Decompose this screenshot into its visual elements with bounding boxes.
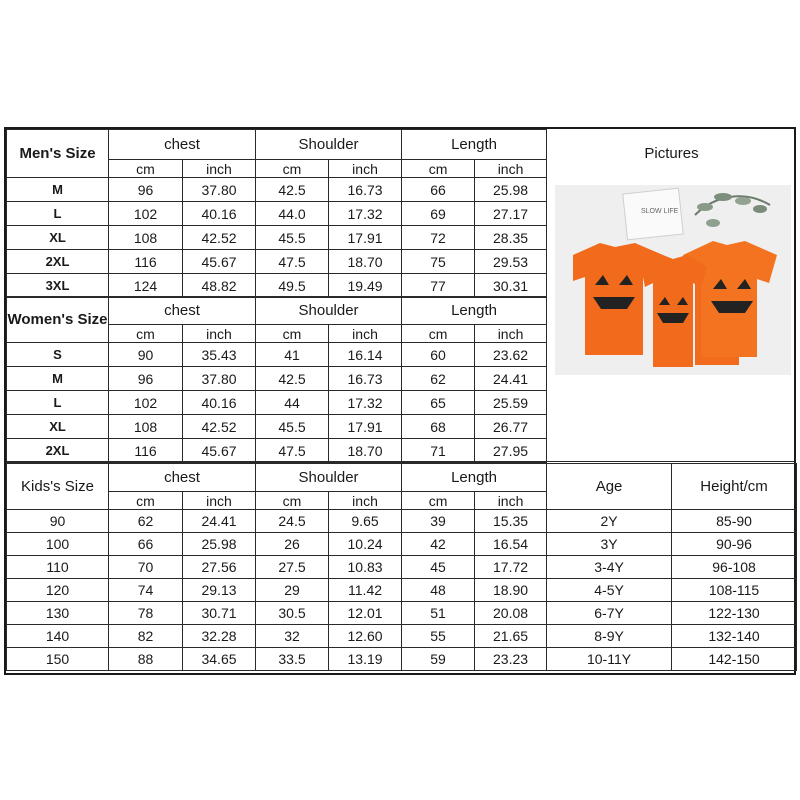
value-cell: 24.41 [475,367,547,391]
value-cell: 42.52 [183,415,256,439]
value-cell: 48 [402,579,475,602]
value-cell: 49.5 [256,274,329,298]
value-cell: 39 [402,510,475,533]
value-cell: 27.56 [183,556,256,579]
value-cell: 16.54 [475,533,547,556]
value-cell: 42.52 [183,226,256,250]
inch-header: inch [475,492,547,510]
value-cell: 23.23 [475,648,547,671]
value-cell: 45 [402,556,475,579]
size-chart [4,127,796,675]
chest-header: chest [109,464,256,492]
value-cell: 3-4Y [547,556,672,579]
value-cell: 37.80 [183,367,256,391]
value-cell: 3Y [547,533,672,556]
shoulder-header: Shoulder [256,130,402,160]
value-cell: 21.65 [475,625,547,648]
value-cell: 45.5 [256,226,329,250]
value-cell: 41 [256,343,329,367]
value-cell: 71 [402,439,475,463]
size-cell: 3XL [7,274,109,298]
value-cell: 65 [402,391,475,415]
size-cell: 150 [7,648,109,671]
value-cell: 75 [402,250,475,274]
section-divider [6,461,794,462]
value-cell: 85-90 [672,510,797,533]
value-cell: 30.31 [475,274,547,298]
value-cell: 12.01 [329,602,402,625]
size-cell: 120 [7,579,109,602]
value-cell: 44.0 [256,202,329,226]
value-cell: 29 [256,579,329,602]
value-cell: 66 [402,178,475,202]
value-cell: 108 [109,226,183,250]
inch-header: inch [475,325,547,343]
value-cell: 62 [109,510,183,533]
value-cell: 13.19 [329,648,402,671]
size-cell: 130 [7,602,109,625]
value-cell: 28.35 [475,226,547,250]
value-cell: 18.70 [329,439,402,463]
cm-header: cm [402,160,475,178]
value-cell: 59 [402,648,475,671]
size-cell: 2XL [7,439,109,463]
size-cell: L [7,202,109,226]
table-row [7,556,797,579]
cm-header: cm [402,325,475,343]
value-cell: 68 [402,415,475,439]
value-cell: 70 [109,556,183,579]
value-cell: 122-130 [672,602,797,625]
value-cell: 2Y [547,510,672,533]
value-cell: 27.95 [475,439,547,463]
table-row [7,343,547,367]
value-cell: 96 [109,178,183,202]
value-cell: 20.08 [475,602,547,625]
value-cell: 10-11Y [547,648,672,671]
value-cell: 24.5 [256,510,329,533]
size-cell: 140 [7,625,109,648]
value-cell: 19.49 [329,274,402,298]
value-cell: 72 [402,226,475,250]
value-cell: 42.5 [256,178,329,202]
table-row [7,510,797,533]
inch-header: inch [329,160,402,178]
value-cell: 9.65 [329,510,402,533]
value-cell: 40.16 [183,391,256,415]
inch-header: inch [475,160,547,178]
table-row [7,250,547,274]
value-cell: 78 [109,602,183,625]
value-cell: 30.5 [256,602,329,625]
pictures-panel [546,129,796,461]
value-cell: 132-140 [672,625,797,648]
age-header: Age [547,464,672,510]
value-cell: 108-115 [672,579,797,602]
value-cell: 6-7Y [547,602,672,625]
value-cell: 18.90 [475,579,547,602]
table-row [7,391,547,415]
value-cell: 16.73 [329,367,402,391]
size-cell: 2XL [7,250,109,274]
length-header: Length [402,464,547,492]
height-header: Height/cm [672,464,797,510]
value-cell: 42 [402,533,475,556]
value-cell: 116 [109,250,183,274]
value-cell: 44 [256,391,329,415]
table-row [7,602,797,625]
cm-header: cm [256,492,329,510]
inch-header: inch [329,492,402,510]
value-cell: 12.60 [329,625,402,648]
value-cell: 32 [256,625,329,648]
value-cell: 90 [109,343,183,367]
value-cell: 69 [402,202,475,226]
value-cell: 17.91 [329,226,402,250]
value-cell: 11.42 [329,579,402,602]
value-cell: 29.13 [183,579,256,602]
size-cell: M [7,367,109,391]
value-cell: 4-5Y [547,579,672,602]
value-cell: 96-108 [672,556,797,579]
value-cell: 102 [109,391,183,415]
value-cell: 29.53 [475,250,547,274]
table-row [7,625,797,648]
cm-header: cm [256,160,329,178]
chest-header: chest [109,297,256,325]
table-row [7,533,797,556]
size-cell: L [7,391,109,415]
value-cell: 27.17 [475,202,547,226]
value-cell: 17.32 [329,202,402,226]
value-cell: 17.72 [475,556,547,579]
value-cell: 35.43 [183,343,256,367]
value-cell: 37.80 [183,178,256,202]
value-cell: 10.83 [329,556,402,579]
size-cell: XL [7,415,109,439]
value-cell: 15.35 [475,510,547,533]
shoulder-header: Shoulder [256,297,402,325]
value-cell: 51 [402,602,475,625]
value-cell: 42.5 [256,367,329,391]
shoulder-header: Shoulder [256,464,402,492]
value-cell: 74 [109,579,183,602]
value-cell: 116 [109,439,183,463]
cm-header: cm [109,325,183,343]
table-row [7,202,547,226]
table-row [7,178,547,202]
value-cell: 34.65 [183,648,256,671]
value-cell: 33.5 [256,648,329,671]
cm-header: cm [109,492,183,510]
table-row [7,415,547,439]
value-cell: 45.67 [183,439,256,463]
size-cell: S [7,343,109,367]
value-cell: 47.5 [256,250,329,274]
value-cell: 108 [109,415,183,439]
kids-size-label: Kids's Size [7,464,109,510]
value-cell: 25.98 [475,178,547,202]
table-row [7,274,547,298]
value-cell: 16.73 [329,178,402,202]
value-cell: 25.98 [183,533,256,556]
value-cell: 48.82 [183,274,256,298]
table-row [7,579,797,602]
value-cell: 40.16 [183,202,256,226]
value-cell: 90-96 [672,533,797,556]
value-cell: 16.14 [329,343,402,367]
inch-header: inch [183,325,256,343]
value-cell: 18.70 [329,250,402,274]
value-cell: 47.5 [256,439,329,463]
value-cell: 24.41 [183,510,256,533]
value-cell: 88 [109,648,183,671]
value-cell: 17.91 [329,415,402,439]
mens-size-table [6,129,547,298]
inch-header: inch [183,160,256,178]
cm-header: cm [256,325,329,343]
size-cell: XL [7,226,109,250]
length-header: Length [402,130,547,160]
value-cell: 26 [256,533,329,556]
value-cell: 17.32 [329,391,402,415]
value-cell: 66 [109,533,183,556]
chest-header: chest [109,130,256,160]
table-row [7,439,547,463]
table-row [7,648,797,671]
womens-size-label: Women's Size [7,297,109,343]
cm-header: cm [402,492,475,510]
value-cell: 124 [109,274,183,298]
mens-size-label: Men's Size [7,130,109,178]
length-header: Length [402,297,547,325]
value-cell: 96 [109,367,183,391]
value-cell: 27.5 [256,556,329,579]
value-cell: 8-9Y [547,625,672,648]
cm-header: cm [109,160,183,178]
inch-header: inch [329,325,402,343]
value-cell: 82 [109,625,183,648]
size-cell: M [7,178,109,202]
size-cell: 100 [7,533,109,556]
value-cell: 60 [402,343,475,367]
pictures-label: Pictures [644,145,699,162]
value-cell: 45.5 [256,415,329,439]
table-row [7,226,547,250]
size-cell: 90 [7,510,109,533]
value-cell: 62 [402,367,475,391]
value-cell: 30.71 [183,602,256,625]
value-cell: 45.67 [183,250,256,274]
value-cell: 142-150 [672,648,797,671]
value-cell: 10.24 [329,533,402,556]
value-cell: 25.59 [475,391,547,415]
pumpkin-tshirts-photo [555,185,791,375]
value-cell: 102 [109,202,183,226]
size-cell: 110 [7,556,109,579]
inch-header: inch [183,492,256,510]
value-cell: 77 [402,274,475,298]
card-text: SLOW LIFE [641,208,679,215]
table-row [7,367,547,391]
value-cell: 32.28 [183,625,256,648]
kids-size-table [6,463,797,671]
value-cell: 23.62 [475,343,547,367]
value-cell: 26.77 [475,415,547,439]
value-cell: 55 [402,625,475,648]
womens-size-table [6,296,547,463]
